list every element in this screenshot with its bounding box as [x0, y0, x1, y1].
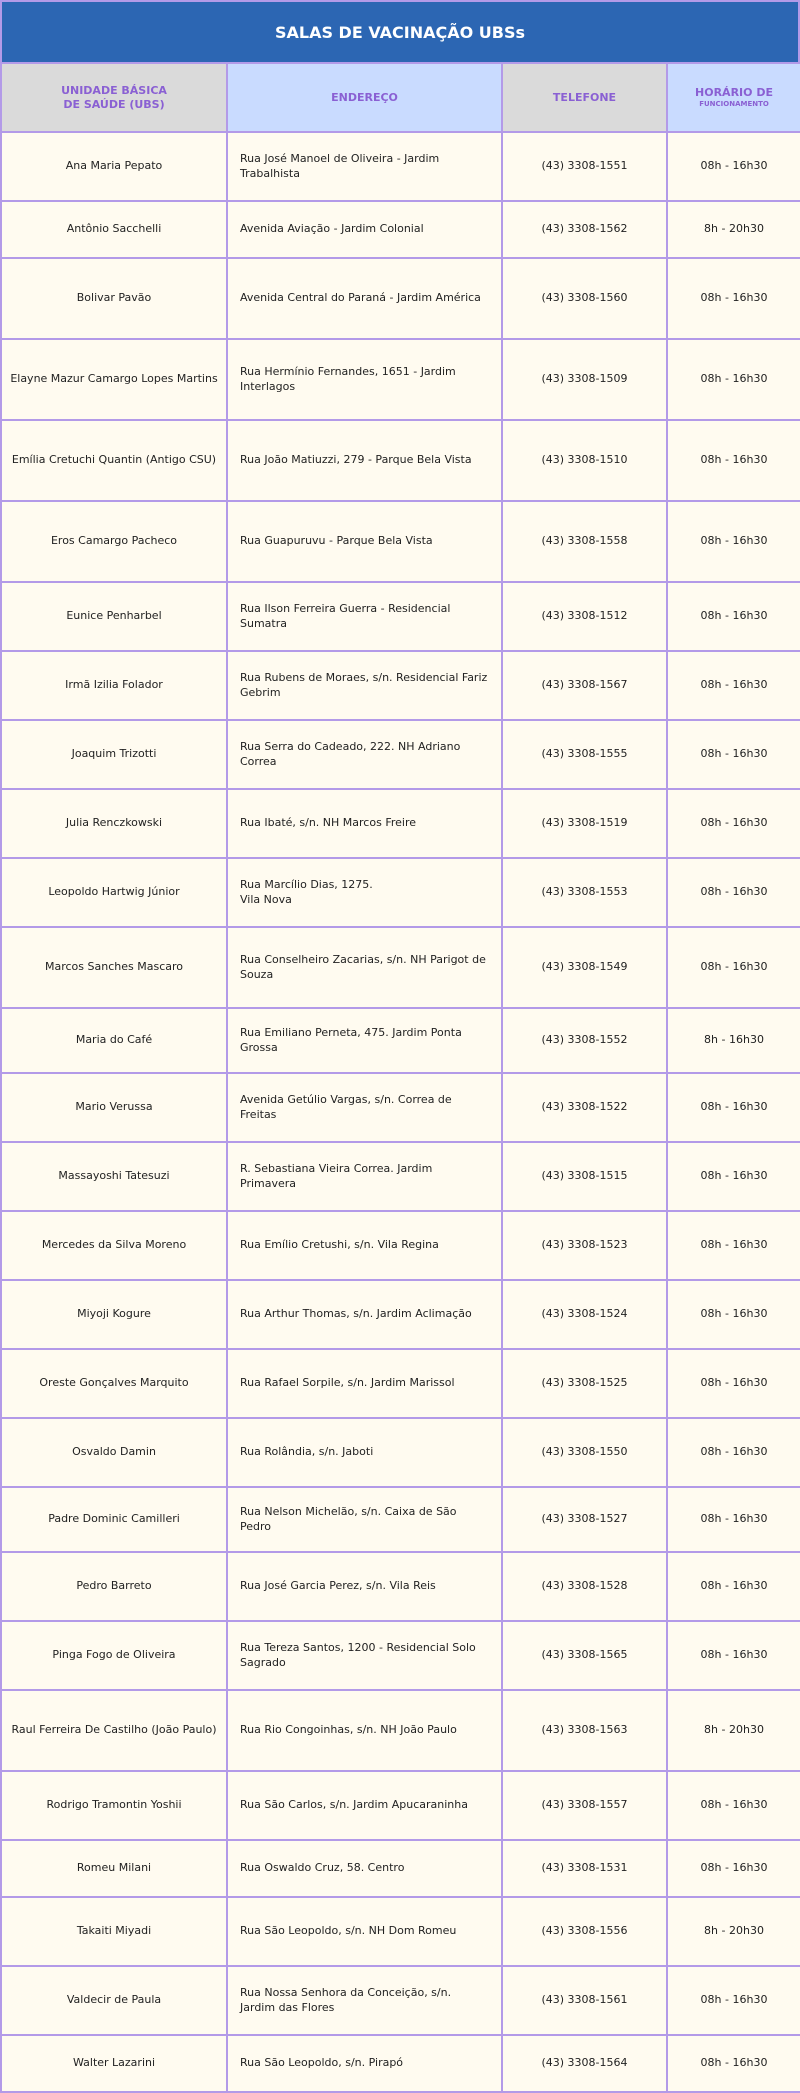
phone-cell: (43) 3308-1510 — [502, 420, 667, 501]
header-row — [1, 63, 800, 132]
address-cell: Rua Serra do Cadeado, 222. NH Adriano Correa — [227, 720, 502, 789]
table-row — [1, 1349, 800, 1418]
hours-cell: 08h - 16h30 — [667, 1621, 800, 1690]
ubs-name-cell: Valdecir de Paula — [1, 1966, 227, 2035]
ubs-name-cell: Joaquim Trizotti — [1, 720, 227, 789]
address-cell: Rua Ilson Ferreira Guerra - Residencial Sumatra — [227, 582, 502, 651]
ubs-name-cell: Eros Camargo Pacheco — [1, 501, 227, 582]
phone-cell: (43) 3308-1515 — [502, 1142, 667, 1211]
phone-cell: (43) 3308-1558 — [502, 501, 667, 582]
hours-cell: 08h - 16h30 — [667, 2035, 800, 2092]
table-row — [1, 1966, 800, 2035]
ubs-name-cell: Marcos Sanches Mascaro — [1, 927, 227, 1008]
table-row — [1, 1211, 800, 1280]
phone-cell: (43) 3308-1509 — [502, 339, 667, 420]
hours-cell: 08h - 16h30 — [667, 1771, 800, 1840]
table-row — [1, 651, 800, 720]
table-row — [1, 339, 800, 420]
ubs-name-cell: Osvaldo Damin — [1, 1418, 227, 1487]
table-row — [1, 582, 800, 651]
address-cell: Rua José Garcia Perez, s/n. Vila Reis — [227, 1552, 502, 1621]
ubs-name-cell: Ana Maria Pepato — [1, 132, 227, 201]
hours-cell: 08h - 16h30 — [667, 927, 800, 1008]
address-cell: Avenida Aviação - Jardim Colonial — [227, 201, 502, 258]
phone-cell: (43) 3308-1551 — [502, 132, 667, 201]
table-row — [1, 2035, 800, 2092]
ubs-name-cell: Rodrigo Tramontin Yoshii — [1, 1771, 227, 1840]
ubs-name-cell: Raul Ferreira De Castilho (João Paulo) — [1, 1690, 227, 1771]
phone-cell: (43) 3308-1528 — [502, 1552, 667, 1621]
table-row — [1, 858, 800, 927]
hours-cell: 08h - 16h30 — [667, 1142, 800, 1211]
header-endereco: ENDEREÇO — [227, 63, 502, 132]
address-cell: Rua Nossa Senhora da Conceição, s/n. Jardim das Flores — [227, 1966, 502, 2035]
phone-cell: (43) 3308-1560 — [502, 258, 667, 339]
phone-cell: (43) 3308-1557 — [502, 1771, 667, 1840]
address-cell: Rua Marcílio Dias, 1275. Vila Nova — [227, 858, 502, 927]
address-cell: Rua Ibaté, s/n. NH Marcos Freire — [227, 789, 502, 858]
address-cell: Rua São Carlos, s/n. Jardim Apucaraninha — [227, 1771, 502, 1840]
ubs-name-cell: Eunice Penharbel — [1, 582, 227, 651]
phone-cell: (43) 3308-1555 — [502, 720, 667, 789]
address-cell: Rua Conselheiro Zacarias, s/n. NH Parigot de Souza — [227, 927, 502, 1008]
phone-cell: (43) 3308-1522 — [502, 1073, 667, 1142]
phone-cell: (43) 3308-1561 — [502, 1966, 667, 2035]
address-cell: Rua São Leopoldo, s/n. Pirapó — [227, 2035, 502, 2092]
phone-cell: (43) 3308-1549 — [502, 927, 667, 1008]
hours-cell: 08h - 16h30 — [667, 420, 800, 501]
hours-cell: 08h - 16h30 — [667, 651, 800, 720]
ubs-name-cell: Romeu Milani — [1, 1840, 227, 1897]
header-ubs — [1, 63, 227, 132]
hours-cell: 08h - 16h30 — [667, 1211, 800, 1280]
hours-cell: 08h - 16h30 — [667, 858, 800, 927]
phone-cell: (43) 3308-1531 — [502, 1840, 667, 1897]
ubs-name-cell: Walter Lazarini — [1, 2035, 227, 2092]
table-row — [1, 258, 800, 339]
hours-cell: 08h - 16h30 — [667, 1418, 800, 1487]
ubs-name-cell: Leopoldo Hartwig Júnior — [1, 858, 227, 927]
hours-cell: 08h - 16h30 — [667, 720, 800, 789]
table-row — [1, 1621, 800, 1690]
phone-cell: (43) 3308-1562 — [502, 201, 667, 258]
ubs-name-cell: Emília Cretuchi Quantin (Antigo CSU) — [1, 420, 227, 501]
header-ubs-line1: UNIDADE BÁSICA — [61, 83, 167, 97]
hours-cell: 08h - 16h30 — [667, 501, 800, 582]
table-row — [1, 501, 800, 582]
address-cell: R. Sebastiana Vieira Correa. Jardim Primavera — [227, 1142, 502, 1211]
header-telefone: TELEFONE — [502, 63, 667, 132]
phone-cell: (43) 3308-1552 — [502, 1008, 667, 1073]
phone-cell: (43) 3308-1512 — [502, 582, 667, 651]
table-row — [1, 201, 800, 258]
address-cell: Rua Rolândia, s/n. Jaboti — [227, 1418, 502, 1487]
address-cell: Rua Oswaldo Cruz, 58. Centro — [227, 1840, 502, 1897]
table-row — [1, 132, 800, 201]
address-cell: Rua Rio Congoinhas, s/n. NH João Paulo — [227, 1690, 502, 1771]
ubs-name-cell: Takaiti Miyadi — [1, 1897, 227, 1966]
ubs-name-cell: Irmã Izilia Folador — [1, 651, 227, 720]
hours-cell: 08h - 16h30 — [667, 582, 800, 651]
table-row — [1, 1418, 800, 1487]
address-cell: Rua Nelson Michelão, s/n. Caixa de São Pedro — [227, 1487, 502, 1552]
ubs-name-cell: Mario Verussa — [1, 1073, 227, 1142]
phone-cell: (43) 3308-1556 — [502, 1897, 667, 1966]
hours-cell: 08h - 16h30 — [667, 1349, 800, 1418]
address-cell: Rua Rubens de Moraes, s/n. Residencial Fariz Gebrim — [227, 651, 502, 720]
phone-cell: (43) 3308-1523 — [502, 1211, 667, 1280]
header-horario-line2: FUNCIONAMENTO — [699, 100, 769, 108]
ubs-name-cell: Pinga Fogo de Oliveira — [1, 1621, 227, 1690]
address-cell: Rua Emílio Cretushi, s/n. Vila Regina — [227, 1211, 502, 1280]
hours-cell: 8h - 20h30 — [667, 1897, 800, 1966]
address-cell: Rua João Matiuzzi, 279 - Parque Bela Vista — [227, 420, 502, 501]
hours-cell: 8h - 20h30 — [667, 201, 800, 258]
table-row — [1, 1771, 800, 1840]
table-row — [1, 1897, 800, 1966]
ubs-name-cell: Elayne Mazur Camargo Lopes Martins — [1, 339, 227, 420]
phone-cell: (43) 3308-1519 — [502, 789, 667, 858]
hours-cell: 08h - 16h30 — [667, 258, 800, 339]
address-cell: Avenida Central do Paraná - Jardim América — [227, 258, 502, 339]
hours-cell: 08h - 16h30 — [667, 132, 800, 201]
hours-cell: 08h - 16h30 — [667, 1552, 800, 1621]
phone-cell: (43) 3308-1527 — [502, 1487, 667, 1552]
phone-cell: (43) 3308-1550 — [502, 1418, 667, 1487]
phone-cell: (43) 3308-1563 — [502, 1690, 667, 1771]
address-cell: Rua São Leopoldo, s/n. NH Dom Romeu — [227, 1897, 502, 1966]
table-row — [1, 1073, 800, 1142]
hours-cell: 08h - 16h30 — [667, 339, 800, 420]
phone-cell: (43) 3308-1564 — [502, 2035, 667, 2092]
table-row — [1, 927, 800, 1008]
header-horario — [667, 63, 800, 132]
table-row — [1, 1280, 800, 1349]
phone-cell: (43) 3308-1567 — [502, 651, 667, 720]
table-row — [1, 1142, 800, 1211]
table-row — [1, 1487, 800, 1552]
address-cell: Rua Guapuruvu - Parque Bela Vista — [227, 501, 502, 582]
ubs-name-cell: Miyoji Kogure — [1, 1280, 227, 1349]
address-cell: Avenida Getúlio Vargas, s/n. Correa de Freitas — [227, 1073, 502, 1142]
hours-cell: 8h - 16h30 — [667, 1008, 800, 1073]
ubs-name-cell: Maria do Café — [1, 1008, 227, 1073]
ubs-table — [0, 62, 800, 2093]
table-row — [1, 720, 800, 789]
address-cell: Rua Tereza Santos, 1200 - Residencial Solo Sagrado — [227, 1621, 502, 1690]
phone-cell: (43) 3308-1553 — [502, 858, 667, 927]
address-cell: Rua Arthur Thomas, s/n. Jardim Aclimação — [227, 1280, 502, 1349]
ubs-name-cell: Julia Renczkowski — [1, 789, 227, 858]
hours-cell: 08h - 16h30 — [667, 789, 800, 858]
address-cell: Rua Rafael Sorpile, s/n. Jardim Marissol — [227, 1349, 502, 1418]
ubs-name-cell: Mercedes da Silva Moreno — [1, 1211, 227, 1280]
page-title: SALAS DE VACINAÇÃO UBSs — [0, 0, 800, 64]
address-cell: Rua Hermínio Fernandes, 1651 - Jardim Interlagos — [227, 339, 502, 420]
ubs-name-cell: Pedro Barreto — [1, 1552, 227, 1621]
address-cell: Rua Emiliano Perneta, 475. Jardim Ponta Grossa — [227, 1008, 502, 1073]
table-row — [1, 1008, 800, 1073]
hours-cell: 08h - 16h30 — [667, 1840, 800, 1897]
phone-cell: (43) 3308-1524 — [502, 1280, 667, 1349]
hours-cell: 08h - 16h30 — [667, 1487, 800, 1552]
table-row — [1, 1840, 800, 1897]
hours-cell: 08h - 16h30 — [667, 1966, 800, 2035]
table-row — [1, 1690, 800, 1771]
hours-cell: 08h - 16h30 — [667, 1280, 800, 1349]
ubs-name-cell: Padre Dominic Camilleri — [1, 1487, 227, 1552]
ubs-name-cell: Bolivar Pavão — [1, 258, 227, 339]
hours-cell: 08h - 16h30 — [667, 1073, 800, 1142]
phone-cell: (43) 3308-1525 — [502, 1349, 667, 1418]
header-horario-line1: HORÁRIO DE — [695, 86, 773, 100]
table-row — [1, 420, 800, 501]
ubs-name-cell: Oreste Gonçalves Marquito — [1, 1349, 227, 1418]
hours-cell: 8h - 20h30 — [667, 1690, 800, 1771]
header-ubs-line2: DE SAÚDE (UBS) — [63, 97, 165, 111]
address-cell: Rua José Manoel de Oliveira - Jardim Trabalhista — [227, 132, 502, 201]
ubs-name-cell: Massayoshi Tatesuzi — [1, 1142, 227, 1211]
table-row — [1, 1552, 800, 1621]
phone-cell: (43) 3308-1565 — [502, 1621, 667, 1690]
ubs-name-cell: Antônio Sacchelli — [1, 201, 227, 258]
table-row — [1, 789, 800, 858]
